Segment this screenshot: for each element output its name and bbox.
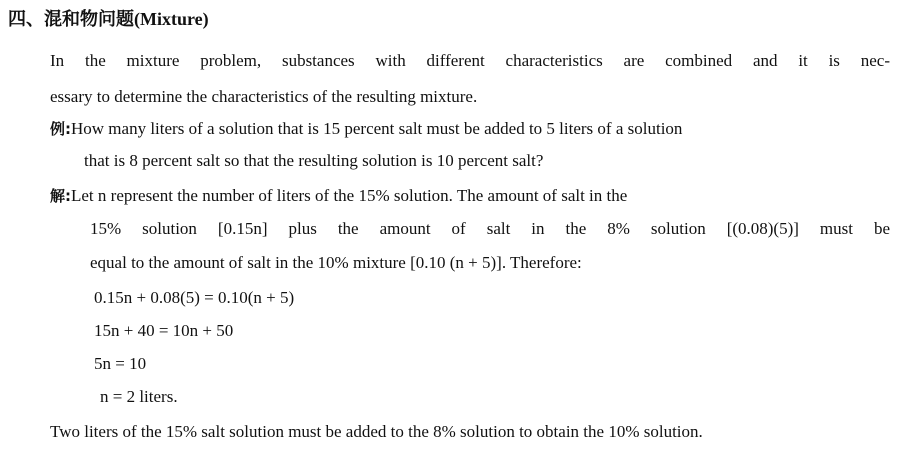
example-first-row — [50, 118, 892, 140]
conclusion: Two liters of the 15% salt solution must be added to the 8% solution to obtain the 10% solution. — [50, 422, 703, 441]
example-line-2: that is 8 percent salt so that the resulting solution is 10 percent salt? — [84, 151, 544, 170]
solution-line-2: 15% solution [0.15n] plus the amount of salt in the 8% solution [(0.08)(5)] must be — [90, 219, 890, 238]
solution-first-row — [50, 185, 892, 207]
equation-2: 15n + 40 = 10n + 50 — [94, 321, 234, 340]
section-heading: 四、混和物问题(Mixture) — [8, 9, 209, 29]
solution-line-1: Let n represent the number of liters of the 15% solution. The amount of salt in the — [71, 186, 628, 205]
example-label: 例: — [50, 120, 71, 138]
equation-3: 5n = 10 — [94, 354, 147, 373]
solution-label: 解: — [50, 187, 71, 205]
solution-line-3: equal to the amount of salt in the 10% mixture [0.10 (n + 5)]. Therefore: — [90, 253, 582, 272]
intro-line-1: In the mixture problem, substances with different characteristics are combined and it is nec- — [50, 51, 890, 70]
intro-line-2: essary to determine the characteristics of the resulting mixture. — [50, 87, 478, 106]
equation-4: n = 2 liters. — [100, 387, 178, 406]
equation-1: 0.15n + 0.08(5) = 0.10(n + 5) — [94, 288, 295, 307]
example-line-1: How many liters of a solution that is 15 percent salt must be added to 5 liters of a solution — [71, 119, 683, 138]
